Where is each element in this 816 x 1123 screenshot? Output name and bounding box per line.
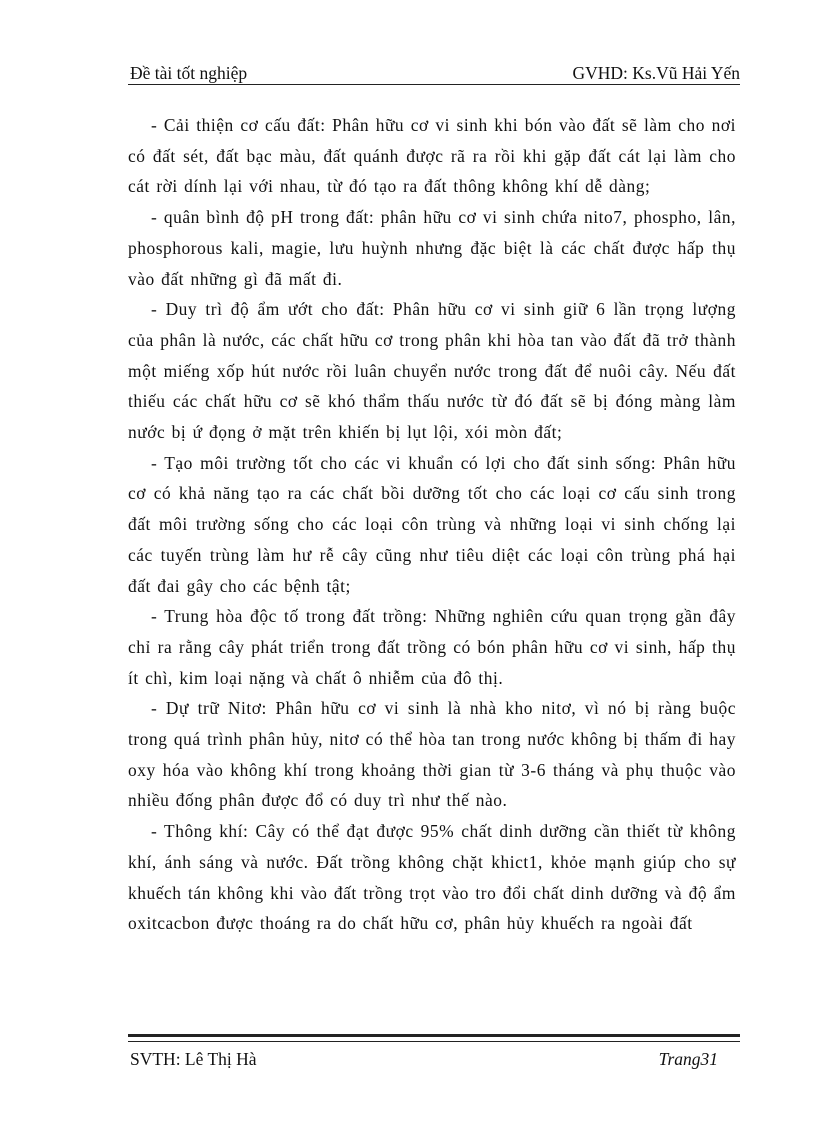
- body-text: [128, 110, 736, 939]
- paragraph-soil-structure: - Cải thiện cơ cấu đất: Phân hữu cơ vi sinh khi bón vào đất sẽ làm cho nơi có đất sét, đất bạc màu, đất quánh được rã ra rồi khi gặp đất cát lại làm cho cát rời dính lại với nhau, từ đó tạo ra đất thông không khí dễ dàng;: [128, 115, 736, 197]
- supervisor-label: GVHD: Ks.Vũ Hải Yến: [572, 63, 740, 83]
- paragraph-ph-balance: - quân bình độ pH trong đất: phân hữu cơ vi sinh chứa nito7, phospho, lân, phosphorous kali, magie, lưu huỳnh nhưng đặc biệt là các chất được hấp thụ vào đất những gì đã mất đi.: [128, 207, 736, 289]
- thesis-title: Đề tài tốt nghiệp: [130, 63, 248, 83]
- page-footer: [128, 1048, 740, 1072]
- header-divider: [128, 84, 740, 85]
- paragraph-aeration: - Thông khí: Cây có thể đạt được 95% chất dinh dưỡng cần thiết từ không khí, ánh sáng và nước. Đất trồng không chặt khict1, khỏe mạnh giúp cho sự khuếch tán không khi vào đất trồng trọt vào tro đổi chất dinh dưỡng và độ ẩm oxitcacbon được thoáng ra do chất hữu cơ, phân hủy khuếch ra ngoài đất: [128, 821, 736, 934]
- paragraph-microbes: - Tạo môi trường tốt cho các vi khuẩn có lợi cho đất sinh sống: Phân hữu cơ có khả năng tạo ra các chất bồi dưỡng tốt cho các loại cơ cấu sinh trong đất môi trường sống cho các loại côn trùng và những loại vi sinh chống lại các tuyến trùng làm hư rễ cây cũng như tiêu diệt các loại côn trùng phá hại đất đai gây cho các bệnh tật;: [128, 452, 736, 596]
- paragraph-toxin-neutralization: - Trung hòa độc tố trong đất trồng: Những nghiên cứu quan trọng gần đây chỉ ra rằng cây phát triển trong đất trồng có bón phân hữu cơ vi sinh, hấp thụ ít chì, kim loại nặng và chất ô nhiễm của đô thị.: [128, 606, 736, 688]
- paragraph-moisture: - Duy trì độ ẩm ướt cho đất: Phân hữu cơ vi sinh giữ 6 lần trọng lượng của phân là nước, các chất hữu cơ trong phân khi hòa tan vào đất đã trở thành một miếng xốp hút nước rồi luân chuyển nước trong đất để nuôi cây. Nếu đất thiếu các chất hữu cơ sẽ khó thẩm thấu nước từ đó đất sẽ bị đóng màng làm nước bị ứ đọng ở mặt trên khiến bị lụt lội, xói mòn đất;: [128, 299, 736, 443]
- student-label: SVTH: Lê Thị Hà: [130, 1049, 257, 1069]
- page-number: Trang31: [658, 1049, 718, 1069]
- paragraph-nitrogen-storage: - Dự trữ Nitơ: Phân hữu cơ vi sinh là nhà kho nitơ, vì nó bị ràng buộc trong quá trình phân hủy, nitơ có thể hòa tan trong nước không bị thấm đi hay oxy hóa vào không khí trong khoảng thời gian từ 3-6 tháng và phụ thuộc vào nhiều đống phân được đổ có duy trì như thế nào.: [128, 698, 736, 811]
- footer-divider: [128, 1034, 740, 1042]
